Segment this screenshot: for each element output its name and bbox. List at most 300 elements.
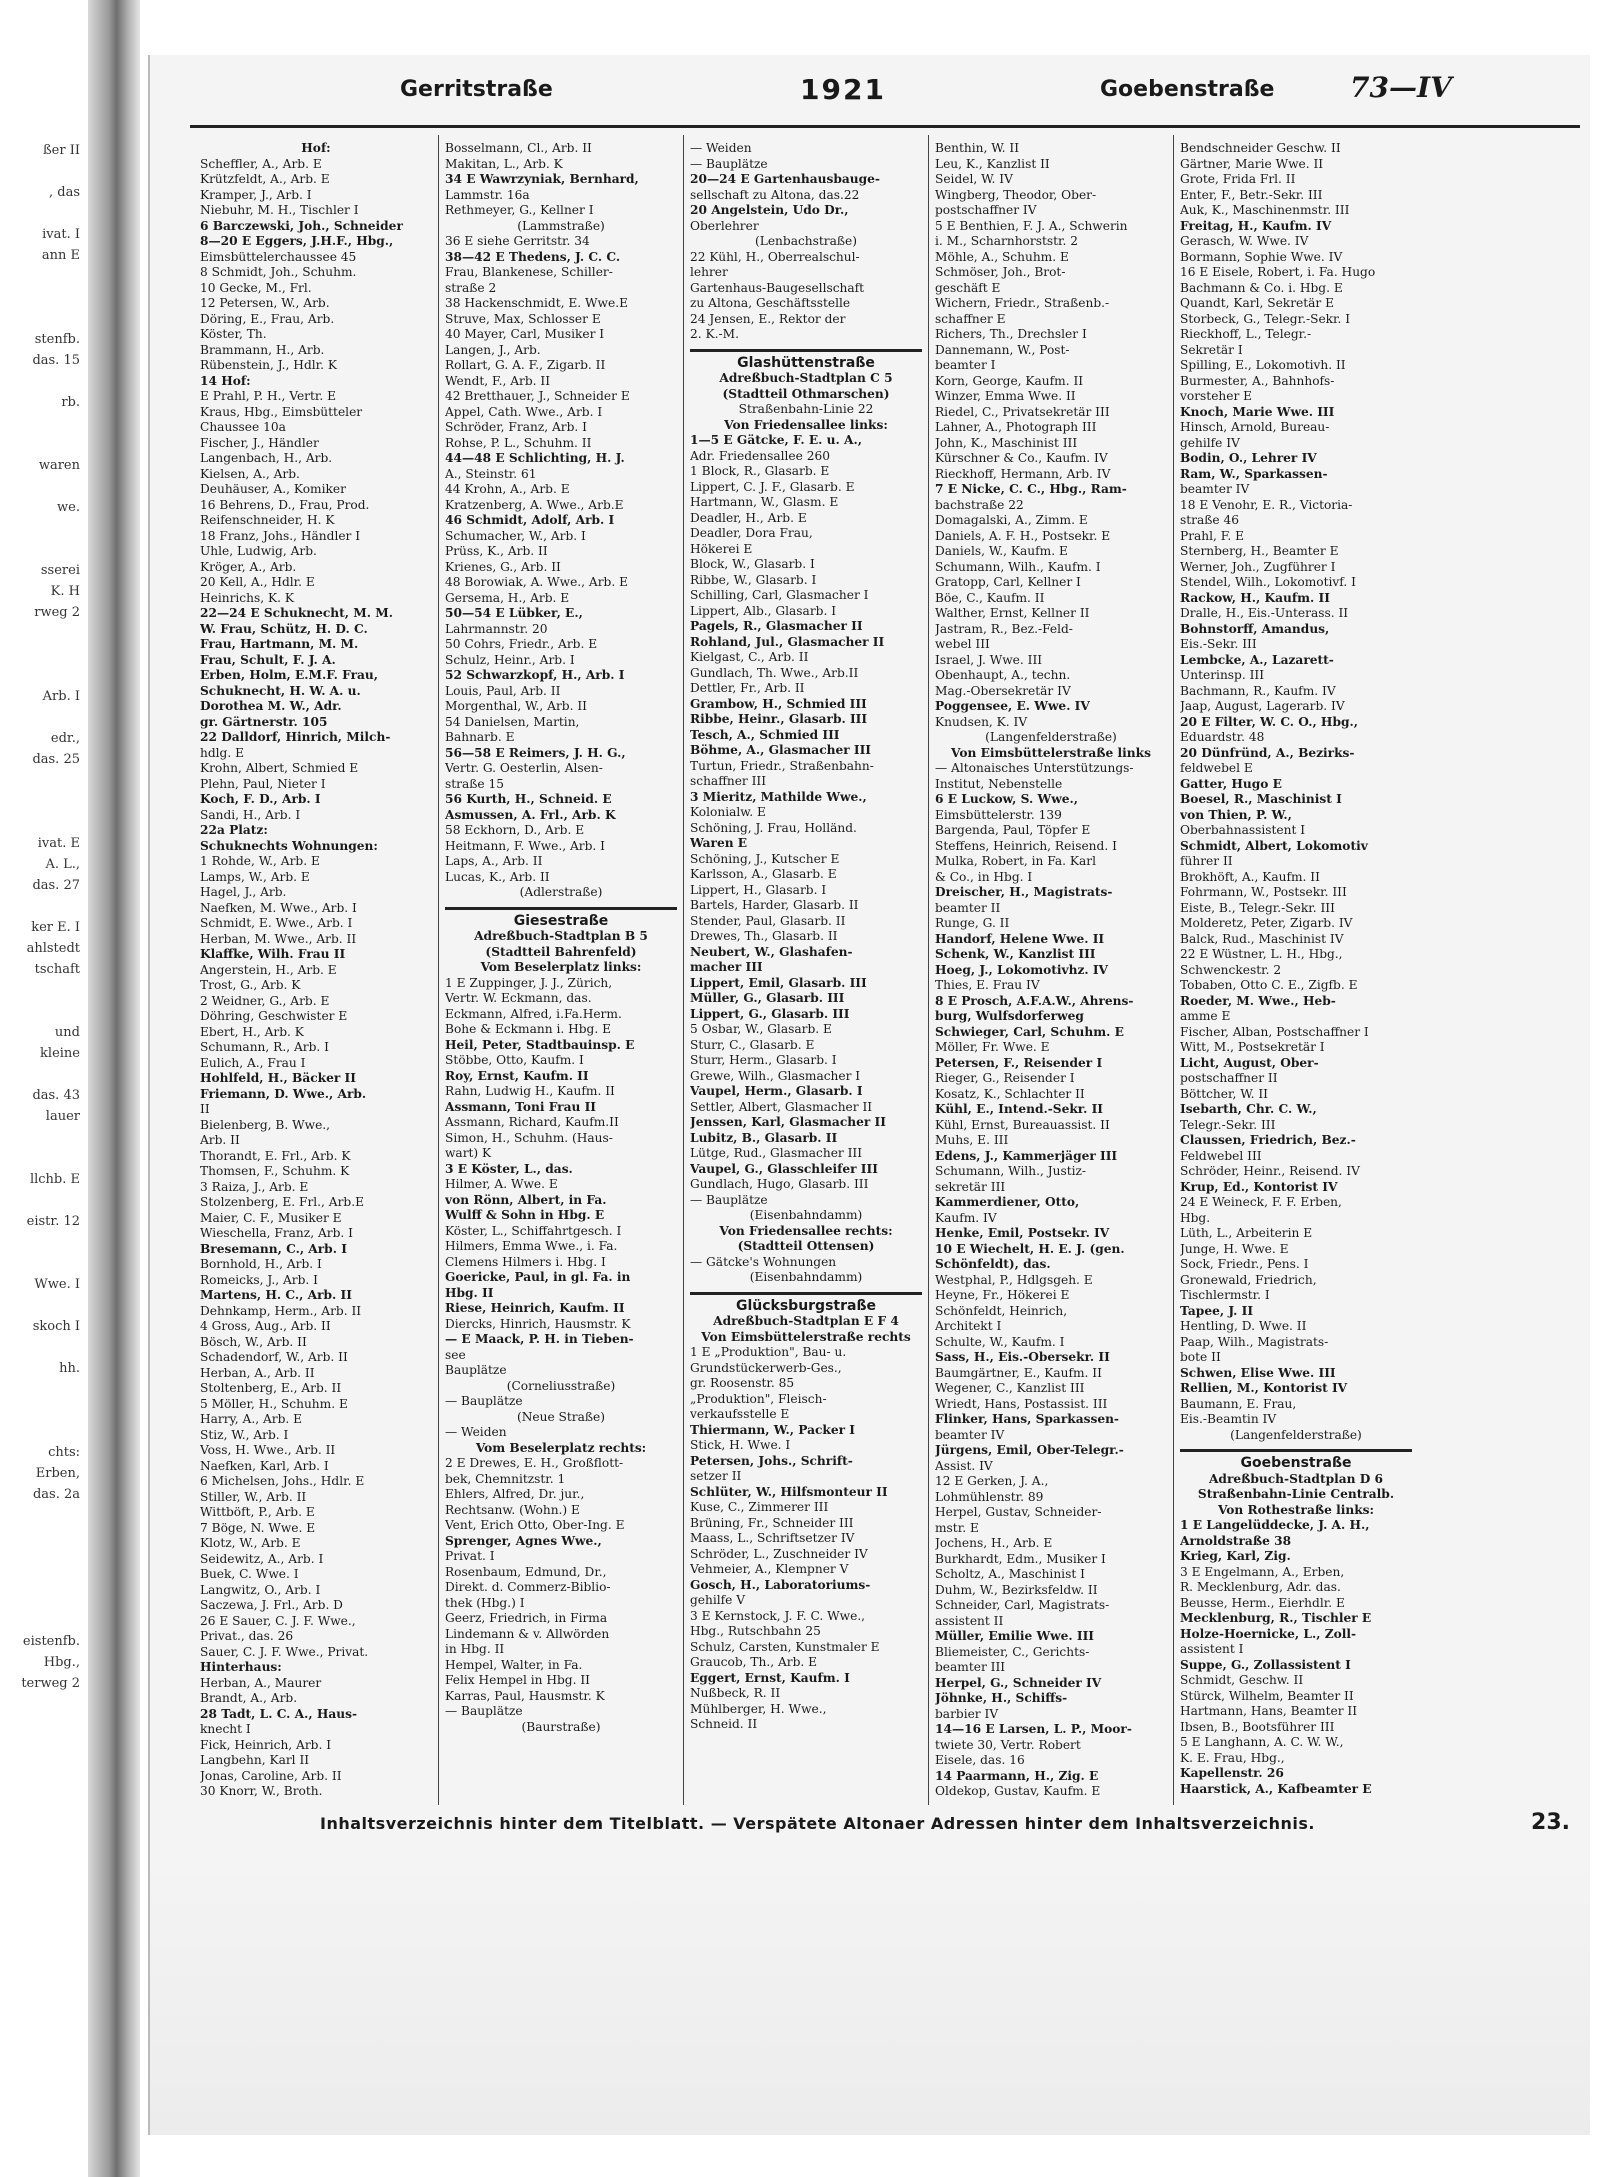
left-page-line: und — [54, 1025, 80, 1040]
left-page-line — [0, 623, 80, 644]
directory-entry: 3 E Kernstock, J. F. C. Wwe., — [690, 1608, 866, 1623]
directory-entry: twiete 30, Vertr. Robert — [935, 1737, 1081, 1752]
directory-entry: Döhring, Geschwister E — [200, 1009, 348, 1023]
directory-entry: Schmidt, Albert, Lokomotiv — [1180, 838, 1368, 853]
directory-entry: 16 Behrens, D., Frau, Prod. — [200, 497, 370, 512]
directory-entry: Mag.-Obersekretär IV — [935, 683, 1071, 698]
directory-entry: Fischer, J., Händler — [200, 435, 319, 450]
directory-entry: barbier IV — [935, 1706, 999, 1721]
directory-entry: Bosselmann, Cl., Arb. II — [445, 141, 592, 155]
directory-entry: Hbg. — [1180, 1210, 1211, 1225]
directory-entry: Dorothea M. W., Adr. — [200, 699, 342, 713]
left-page-line — [0, 308, 80, 329]
directory-entry: 16 E Eisele, Robert, i. Fa. Hugo — [1180, 265, 1376, 279]
directory-entry: Fick, Heinrich, Arb. I — [200, 1737, 332, 1752]
directory-entry: Gratopp, Carl, Kellner I — [935, 575, 1081, 589]
directory-entry: Rieckhoff, Hermann, Arb. IV — [935, 466, 1111, 481]
directory-page — [148, 55, 1590, 2135]
directory-entry: Möhle, A., Schuhm. E — [935, 249, 1069, 264]
directory-entry: — Bauplätze — [445, 1704, 523, 1718]
directory-entry: Graucob, Th., Arb. E — [690, 1655, 818, 1669]
directory-entry: Langen, J., Arb. — [445, 342, 541, 357]
directory-entry: Bohnstorff, Amandus, — [1180, 621, 1330, 636]
directory-entry: Herpel, G., Schneider IV — [935, 1675, 1102, 1690]
directory-entry: Niebuhr, M. H., Tischler I — [200, 203, 359, 217]
directory-entry: 28 Tadt, L. C. A., Haus- — [200, 1706, 358, 1721]
directory-entry: Prahl, F. E — [1180, 528, 1244, 543]
directory-entry: Döring, E., Frau, Arb. — [200, 311, 335, 326]
directory-entry: Dreischer, H., Magistrats- — [935, 885, 1113, 899]
directory-entry: Thorandt, E. Frl., Arb. K — [200, 1148, 351, 1163]
directory-entry: Böhme, A., Glasmacher III — [690, 743, 872, 757]
directory-entry: II — [200, 1102, 210, 1116]
directory-entry: Sass, H., Eis.-Obersekr. II — [935, 1350, 1110, 1364]
directory-entry: Frau, Hartmann, M. M. — [200, 637, 359, 651]
directory-entry: 2. K.-M. — [690, 327, 739, 341]
directory-entry: 1 E Langelüddecke, J. A. H., — [1180, 1518, 1370, 1532]
directory-entry: Ribbe, W., Glasarb. I — [690, 572, 817, 587]
left-page-line: eistr. 12 — [26, 1214, 80, 1229]
directory-entry: Israel, J. Wwe. III — [935, 652, 1043, 667]
directory-entry: Sauer, C. J. F. Wwe., Privat. — [200, 1644, 369, 1659]
directory-entry: Hbg., Rutschbahn 25 — [690, 1624, 821, 1638]
directory-entry: Quandt, Karl, Sekretär E — [1180, 296, 1334, 310]
directory-entry: Eisele, das. 16 — [935, 1753, 1025, 1767]
directory-entry: Schönfeldt), das. — [935, 1257, 1051, 1271]
left-page-line — [0, 1610, 80, 1631]
directory-entry: 22 Dalldorf, Hinrich, Milch- — [200, 730, 391, 744]
directory-entry: Straßenbahn-Linie 22 — [738, 402, 874, 416]
directory-entry: lehrer — [690, 265, 728, 279]
left-page-line: das. 43 — [32, 1088, 80, 1103]
column-2 — [445, 141, 677, 1801]
column-1 — [200, 141, 432, 1801]
directory-entry: Ram, W., Sparkassen- — [1180, 466, 1328, 481]
directory-entry: Schilling, Carl, Glasmacher I — [690, 588, 869, 602]
directory-entry: (Stadtteil Bahrenfeld) — [485, 944, 637, 959]
directory-entry: Krohn, Albert, Schmied E — [200, 761, 359, 775]
directory-entry: Mühlberger, H. Wwe., — [690, 1701, 827, 1716]
directory-entry: Schulte, W., Kaufm. I — [935, 1334, 1065, 1349]
directory-entry: zu Altona, Geschäftsstelle — [690, 296, 851, 310]
directory-entry: Privat. I — [445, 1549, 495, 1563]
directory-entry: Knoch, Marie Wwe. III — [1180, 404, 1335, 419]
directory-entry: Bauplätze — [445, 1363, 507, 1377]
directory-entry: Kuse, C., Zimmerer III — [690, 1500, 829, 1514]
directory-entry: Haarstick, A., Kafbeamter E — [1180, 1781, 1372, 1796]
directory-entry: Rohse, P. L., Schuhm. II — [445, 435, 592, 450]
directory-entry: (Stadtteil Ottensen) — [737, 1239, 875, 1253]
directory-entry: Vaupel, G., Glasschleifer III — [690, 1161, 878, 1176]
column-3 — [690, 141, 922, 1801]
directory-entry: gehilfe IV — [1180, 435, 1240, 450]
directory-entry: Vaupel, Herm., Glasarb. I — [690, 1084, 863, 1098]
directory-entry: 24 Jensen, E., Rektor der — [690, 311, 846, 326]
directory-entry: Schumann, Wilh., Kaufm. I — [935, 559, 1101, 574]
directory-entry: Scheffler, A., Arb. E — [200, 156, 322, 171]
directory-entry: (Stadtteil Othmarschen) — [722, 386, 890, 401]
directory-entry: Waren E — [690, 836, 748, 850]
left-page-line: tschaft — [34, 962, 80, 977]
directory-entry: Herpel, Gustav, Schneider- — [935, 1505, 1102, 1519]
directory-entry: & Co., in Hbg. I — [935, 869, 1033, 884]
column-divider — [928, 135, 929, 1805]
column-4 — [935, 141, 1167, 1801]
left-page-line — [0, 770, 80, 791]
left-page-line — [0, 665, 80, 686]
directory-entry: bote II — [1180, 1350, 1221, 1364]
directory-entry: Hohlfeld, H., Bäcker II — [200, 1071, 356, 1085]
directory-entry: Schulz, Heinr., Arb. I — [445, 652, 575, 667]
directory-entry: Chaussee 10a — [200, 420, 286, 434]
directory-entry: Walther, Ernst, Kellner II — [935, 606, 1090, 620]
directory-entry: Bachmann, R., Kaufm. IV — [1180, 683, 1336, 698]
directory-entry: 22 Kühl, H., Oberrealschul- — [690, 249, 860, 264]
page-number: 23. — [1531, 1810, 1570, 1835]
directory-entry: 3 E Engelmann, A., Erben, — [1180, 1564, 1345, 1579]
directory-entry: 22 E Wüstner, L. H., Hbg., — [1180, 947, 1343, 961]
directory-entry: Karras, Paul, Hausmstr. K — [445, 1688, 605, 1703]
directory-entry: Poggensee, E. Wwe. IV — [935, 699, 1090, 713]
directory-entry: beamter IV — [1180, 482, 1250, 496]
directory-entry: 54 Danielsen, Martin, — [445, 714, 580, 729]
directory-entry: Fischer, Alban, Postschaffner I — [1180, 1024, 1369, 1039]
directory-entry: 24 E Weineck, F. F. Erben, — [1180, 1195, 1342, 1209]
left-page-line: lauer — [45, 1109, 80, 1124]
directory-entry: Rieger, G., Reisender I — [935, 1071, 1075, 1085]
directory-entry: Buek, C. Wwe. I — [200, 1567, 299, 1581]
left-page-line: stenfb. — [34, 332, 80, 347]
directory-entry: assistent II — [935, 1613, 1004, 1628]
directory-entry: Kielsen, A., Arb. — [200, 466, 300, 481]
page-bottom-margin — [150, 1855, 1590, 2135]
directory-entry: Winzer, Emma Wwe. II — [935, 389, 1076, 403]
directory-entry: Lammstr. 16a — [445, 187, 530, 202]
directory-entry: Claussen, Friedrich, Bez.- — [1180, 1133, 1356, 1147]
directory-entry: Deadler, H., Arb. E — [690, 510, 807, 525]
directory-entry: Roy, Ernst, Kaufm. II — [445, 1068, 589, 1083]
directory-entry: Freitag, H., Kaufm. IV — [1180, 218, 1332, 233]
directory-entry: vorsteher E — [1180, 389, 1253, 403]
directory-entry — [200, 1800, 432, 1802]
directory-entry: Lamps, W., Arb. E — [200, 869, 310, 884]
directory-entry: beamter II — [935, 900, 1001, 915]
directory-entry: 5 E Langhann, A. C. W. W., — [1180, 1735, 1344, 1749]
directory-entry — [935, 1800, 1167, 1802]
left-page-line: rweg 2 — [34, 605, 80, 620]
directory-entry: 1 Block, R., Glasarb. E — [690, 464, 830, 478]
directory-entry: Sturr, Herm., Glasarb. I — [690, 1053, 837, 1067]
directory-entry: Appel, Cath. Wwe., Arb. I — [445, 404, 603, 419]
directory-entry: Eimsbüttelerchaussee 45 — [200, 249, 357, 264]
directory-entry: Obenhaupt, A., techn. — [935, 668, 1071, 682]
directory-entry: Junge, H. Wwe. E — [1180, 1241, 1289, 1256]
directory-entry: Schumacher, W., Arb. I — [445, 528, 586, 543]
directory-entry: 36 E siehe Gerritstr. 34 — [445, 234, 590, 248]
left-page-line: edr., — [50, 731, 80, 746]
directory-entry: Möller, Fr. Wwe. E — [935, 1040, 1050, 1054]
section-heading: Giesestraße — [445, 907, 677, 930]
directory-entry: Kolonialw. E — [690, 805, 766, 819]
left-page-line: Arb. I — [42, 689, 80, 704]
directory-entry: Schwenckestr. 2 — [1180, 962, 1282, 977]
left-page-line — [0, 707, 80, 728]
directory-entry: Gärtner, Marie Wwe. II — [1180, 156, 1324, 171]
directory-entry: Brokhöft, A., Kaufm. II — [1180, 869, 1320, 884]
directory-entry: bek, Chemnitzstr. 1 — [445, 1471, 566, 1486]
left-page-line — [0, 518, 80, 539]
left-page-line — [0, 980, 80, 1001]
directory-entry: Stoltenberg, E., Arb. II — [200, 1381, 342, 1395]
directory-entry: Lohmühlenstr. 89 — [935, 1489, 1044, 1504]
directory-entry: 8 E Prosch, A.F.A.W., Ahrens- — [935, 993, 1134, 1008]
directory-entry: von Thien, P. W., — [1180, 807, 1292, 822]
directory-entry: 20 E Filter, W. C. O., Hbg., — [1180, 714, 1358, 729]
left-page-line: sserei — [40, 563, 80, 578]
directory-entry: Nußbeck, R. II — [690, 1686, 781, 1700]
directory-entry: postschaffner II — [1180, 1071, 1278, 1085]
directory-entry: Lindemann & v. Allwörden — [445, 1626, 610, 1641]
directory-entry: Wriedt, Hans, Postassist. III — [935, 1396, 1108, 1411]
directory-entry: see — [445, 1347, 466, 1362]
left-page-line — [0, 1379, 80, 1400]
directory-entry: Vertr. W. Eckmann, das. — [445, 991, 592, 1005]
left-page-line — [0, 1295, 80, 1316]
left-page-fragment — [0, 140, 80, 1920]
directory-entry: Hof: — [301, 141, 331, 155]
directory-entry: beamter III — [935, 1660, 1006, 1674]
directory-entry: 8 Schmidt, Joh., Schuhm. — [200, 265, 357, 279]
directory-entry: Hoeg, J., Lokomotivhz. IV — [935, 962, 1109, 977]
left-page-line — [0, 1001, 80, 1022]
directory-entry: Institut, Nebenstelle — [935, 776, 1063, 791]
directory-entry: thek (Hbg.) I — [445, 1595, 525, 1610]
directory-entry: webel III — [935, 637, 990, 651]
left-page-line: llchb. E — [29, 1172, 80, 1187]
directory-entry: Burkhardt, Edm., Musiker I — [935, 1551, 1106, 1566]
section-heading: Goebenstraße — [1180, 1449, 1412, 1472]
directory-entry: Maass, L., Schriftsetzer IV — [690, 1531, 855, 1545]
directory-entry: Witt, M., Postsekretär I — [1180, 1040, 1325, 1054]
directory-entry: Bielenberg, B. Wwe., — [200, 1117, 331, 1132]
directory-entry: Runge, G. II — [935, 916, 1010, 930]
left-page-line — [0, 371, 80, 392]
directory-entry: Trost, G., Arb. K — [200, 978, 301, 992]
directory-entry: Schneider, Carl, Magistrats- — [935, 1598, 1110, 1612]
directory-entry: Lippert, C. J. F., Glasarb. E — [690, 479, 855, 494]
directory-entry: Muhs, E. III — [935, 1133, 1009, 1147]
directory-entry: Uhle, Ludwig, Arb. — [200, 544, 317, 558]
directory-entry: Sturr, C., Glasarb. E — [690, 1037, 815, 1052]
directory-entry: Sprenger, Agnes Wwe., — [445, 1533, 602, 1548]
directory-entry: amme E — [1180, 1009, 1231, 1023]
left-page-line: das. 2a — [32, 1487, 80, 1502]
directory-entry: Wegener, C., Kanzlist III — [935, 1381, 1085, 1395]
directory-entry: Jöhnke, H., Schiffs- — [935, 1691, 1068, 1705]
directory-entry: Voss, H. Wwe., Arb. II — [200, 1443, 336, 1457]
directory-entry: Grewe, Wilh., Glasmacher I — [690, 1068, 861, 1083]
left-page-line — [0, 1421, 80, 1442]
directory-entry: Stick, H. Wwe. I — [690, 1438, 791, 1452]
directory-entry: Müller, G., Glasarb. III — [690, 991, 845, 1005]
directory-entry: — Altonaisches Unterstützungs- — [935, 761, 1134, 775]
directory-entry: Saczewa, J. Frl., Arb. D — [200, 1598, 343, 1612]
left-page-line — [0, 161, 80, 182]
footer-note: Inhaltsverzeichnis hinter dem Titelblatt. — Verspätete Altonaer Adressen hinter dem Inhaltsverzeichnis. — [320, 1814, 1315, 1833]
directory-entry: Hartmann, Hans, Beamter II — [1180, 1704, 1358, 1718]
directory-entry: Adreßbuch-Stadtplan D 6 — [1208, 1471, 1384, 1486]
directory-entry: Ebert, H., Arb. K — [200, 1024, 304, 1039]
directory-entry: Auk, K., Maschinenmstr. III — [1180, 203, 1350, 217]
directory-entry: Petersen, F., Reisender I — [935, 1055, 1103, 1070]
directory-entry: 7 E Nicke, C. C., Hbg., Ram- — [935, 482, 1127, 496]
directory-entry: K. E. Frau, Hbg., — [1180, 1750, 1285, 1765]
left-page-line: we. — [57, 500, 80, 515]
directory-entry: Domagalski, A., Zimm. E — [935, 513, 1088, 527]
directory-entry: von Rönn, Albert, in Fa. — [445, 1192, 607, 1207]
directory-entry: knecht I — [200, 1722, 251, 1736]
directory-entry: 10 Gecke, M., Frl. — [200, 280, 312, 295]
directory-entry: Köster, Th. — [200, 327, 267, 341]
left-page-line: eistenfb. — [22, 1634, 80, 1649]
directory-entry: Stürck, Wilhelm, Beamter II — [1180, 1688, 1354, 1703]
directory-entry: Vom Beselerplatz rechts: — [475, 1440, 647, 1455]
directory-entry: Heil, Peter, Stadtbauinsp. E — [445, 1037, 635, 1052]
directory-entry: Settler, Albert, Glasmacher II — [690, 1099, 873, 1114]
directory-entry: 10 E Wiechelt, H. E. J. (gen. — [935, 1241, 1125, 1256]
left-page-line: ßer II — [43, 143, 80, 158]
directory-entry: Adr. Friedensallee 260 — [690, 448, 830, 463]
directory-entry: Romeicks, J., Arb. I — [200, 1272, 318, 1287]
directory-entry: Kürschner & Co., Kaufm. IV — [935, 451, 1108, 465]
left-page-line: , das — [48, 185, 80, 200]
directory-entry: 46 Schmidt, Adolf, Arb. I — [445, 513, 615, 527]
directory-entry: Tapee, J. II — [1180, 1303, 1254, 1318]
directory-entry: Plehn, Paul, Nieter I — [200, 776, 326, 791]
left-page-line: das. 25 — [32, 752, 80, 767]
directory-entry: assistent I — [1180, 1642, 1244, 1656]
directory-entry: Knudsen, K. IV — [935, 714, 1028, 729]
directory-entry: „Produktion", Fleisch- — [690, 1391, 827, 1406]
directory-entry: 3 Mieritz, Mathilde Wwe., — [690, 789, 867, 804]
directory-entry: Schröder, L., Zuschneider IV — [690, 1546, 868, 1561]
directory-entry: Kühl, Ernst, Bureauassist. II — [935, 1117, 1110, 1132]
directory-entry: Von Friedensallee links: — [724, 417, 888, 432]
left-page-line: rb. — [61, 395, 80, 410]
directory-entry: Schumann, R., Arb. I — [200, 1040, 329, 1054]
directory-entry: Enter, F., Betr.-Sekr. III — [1180, 187, 1323, 202]
directory-entry: Hökerei E — [690, 541, 753, 556]
directory-entry: Korn, George, Kaufm. II — [935, 373, 1084, 388]
directory-entry: Bliemeister, C., Gerichts- — [935, 1644, 1090, 1659]
directory-entry: Reifenschneider, H. K — [200, 513, 335, 527]
directory-entry: Seidel, W. IV — [935, 172, 1013, 186]
directory-entry: Oberbahnassistent I — [1180, 823, 1306, 837]
directory-entry: 12 Petersen, W., Arb. — [200, 296, 330, 310]
left-page-line: Wwe. I — [34, 1277, 80, 1292]
directory-entry: Telegr.-Sekr. III — [1180, 1117, 1276, 1132]
left-page-line: Erben, — [35, 1466, 80, 1481]
directory-entry: verkaufsstelle E — [690, 1407, 790, 1421]
directory-entry: Henke, Emil, Postsekr. IV — [935, 1226, 1110, 1240]
directory-entry: 20 Angelstein, Udo Dr., — [690, 203, 849, 217]
directory-entry: Schröder, Heinr., Reisend. IV — [1180, 1164, 1360, 1178]
directory-entry: 20 Dünfründ, A., Bezirks- — [1180, 745, 1355, 760]
directory-entry: wart) K — [445, 1146, 492, 1160]
directory-entry: 56 Kurth, H., Schneid. E — [445, 792, 612, 806]
directory-entry: gr. Gärtnerstr. 105 — [200, 714, 328, 729]
directory-entry: Privat., das. 26 — [200, 1629, 294, 1643]
directory-entry: Naefken, Karl, Arb. I — [200, 1458, 329, 1473]
left-page-line — [0, 539, 80, 560]
directory-entry: Vom Beselerplatz links: — [480, 960, 642, 974]
directory-entry: Grote, Frida Frl. II — [1180, 172, 1296, 186]
directory-entry: Müller, Emilie Wwe. III — [935, 1629, 1094, 1643]
directory-entry: Von Eimsbüttelerstraße links — [951, 745, 1151, 760]
directory-entry: Vehmeier, A., Klempner V — [690, 1562, 849, 1576]
left-page-line — [0, 203, 80, 224]
directory-entry: Schöning, J., Kutscher E — [690, 851, 840, 866]
directory-entry: John, K., Maschinist III — [935, 435, 1078, 450]
directory-entry: Schadendorf, W., Arb. II — [200, 1350, 348, 1364]
directory-entry: (Langenfelderstraße) — [985, 730, 1117, 744]
directory-entry: Thies, E. Frau IV — [935, 978, 1040, 992]
directory-entry: (Eisenbahndamm) — [749, 1208, 863, 1222]
directory-entry: Bodin, O., Lehrer IV — [1180, 451, 1317, 465]
directory-entry: Schönfeldt, Heinrich, — [935, 1303, 1068, 1318]
directory-entry: Goericke, Paul, in gl. Fa. in — [445, 1270, 631, 1284]
directory-entry: Schwen, Elise Wwe. III — [1180, 1365, 1336, 1380]
left-page-line — [0, 287, 80, 308]
directory-entry: Stolzenberg, E. Frl., Arb.E — [200, 1195, 365, 1209]
directory-entry: 20 Kell, A., Hdlr. E — [200, 575, 315, 589]
directory-entry: Lembcke, A., Lazarett- — [1180, 652, 1334, 667]
left-page-line — [0, 812, 80, 833]
directory-entry: Herban, M. Wwe., Arb. II — [200, 931, 357, 946]
directory-entry: feldwebel E — [1180, 761, 1253, 775]
directory-entry: — Weiden — [445, 1425, 507, 1439]
directory-entry: Eis.-Sekr. III — [1180, 637, 1257, 651]
directory-entry: W. Frau, Schütz, H. D. C. — [200, 621, 368, 636]
directory-entry: Isebarth, Chr. C. W., — [1180, 1102, 1317, 1116]
directory-entry: Tobaben, Otto C. E., Zigfb. E — [1180, 978, 1358, 992]
directory-entry: Edens, J., Kammerjäger III — [935, 1148, 1118, 1163]
directory-entry: Assist. IV — [935, 1458, 993, 1473]
directory-entry: Krienes, G., Arb. II — [445, 559, 561, 574]
directory-entry: Langbehn, Karl II — [200, 1753, 310, 1767]
directory-entry: Eduardstr. 48 — [1180, 730, 1265, 744]
directory-entry: Vent, Erich Otto, Ober-Ing. E — [445, 1518, 625, 1532]
directory-entry: Schlüter, W., Hilfsmonteur II — [690, 1484, 888, 1499]
header-street-right: Goebenstraße — [1100, 77, 1275, 102]
directory-entry: — Bauplätze — [690, 156, 768, 171]
directory-entry: Bachmann & Co. i. Hbg. E — [1180, 280, 1343, 295]
directory-entry: 56—58 E Reimers, J. H. G., — [445, 745, 626, 760]
directory-entry: Eimsbüttelerstr. 139 — [935, 807, 1062, 822]
directory-entry: Köster, L., Schiffahrtgesch. I — [445, 1223, 622, 1238]
directory-entry: Kosatz, K., Schlachter II — [935, 1086, 1085, 1101]
directory-entry: Handorf, Helene Wwe. II — [935, 931, 1105, 946]
directory-entry: Louis, Paul, Arb. II — [445, 683, 561, 698]
directory-entry: Paap, Wilh., Magistrats- — [1180, 1334, 1329, 1349]
directory-entry: Gerasch, W. Wwe. IV — [1180, 234, 1309, 248]
directory-entry: Schulz, Carsten, Kunstmaler E — [690, 1639, 880, 1654]
directory-entry: Hbg. II — [445, 1285, 494, 1300]
directory-entry: Schmidt, Geschw. II — [1180, 1673, 1304, 1687]
directory-entry: Dannemann, W., Post- — [935, 342, 1070, 357]
directory-entry: Neubert, W., Glashafen- — [690, 944, 853, 959]
directory-entry: Gundlach, Hugo, Glasarb. III — [690, 1177, 869, 1191]
